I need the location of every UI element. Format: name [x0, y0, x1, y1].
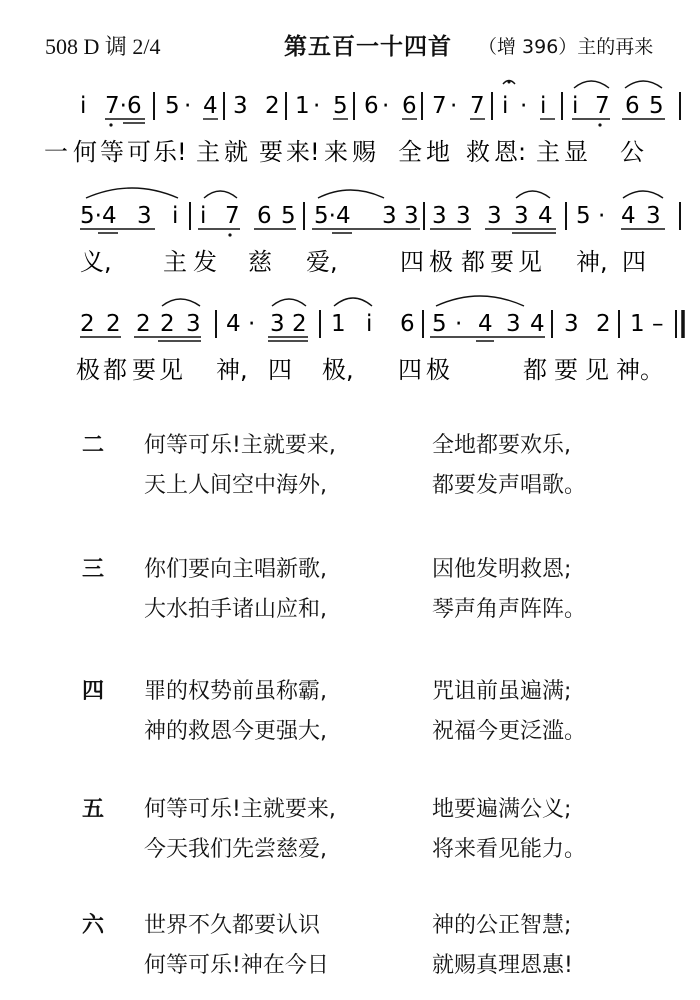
tie-slur [272, 299, 306, 306]
note: 3 [432, 203, 447, 229]
verse-line: 咒诅前虽遍满; [432, 679, 572, 704]
tie-slur [436, 296, 524, 306]
lyric: 神, [576, 248, 608, 276]
note: 5·4 [80, 203, 117, 229]
note: 2 [136, 311, 151, 337]
note: 5 [432, 311, 447, 337]
lyric: 来 [324, 138, 348, 166]
note: 3 [233, 93, 248, 119]
lyric: 何 [73, 138, 97, 166]
note: i [80, 93, 87, 119]
lyric: 四 [400, 248, 424, 276]
notes [80, 203, 661, 229]
lyric: 要 [132, 356, 156, 384]
note: 4 [203, 93, 218, 119]
note: 7 [595, 93, 610, 119]
note: i [366, 311, 373, 337]
lyric: 显 [564, 138, 588, 166]
note: 4 [621, 203, 636, 229]
verse-line: 何等可乐!主就要来, [144, 797, 336, 822]
note: · [450, 93, 458, 119]
ties [503, 81, 662, 89]
ties [162, 296, 524, 306]
verse-4 [0, 674, 700, 764]
note: 6 [364, 93, 379, 119]
tie-slur [625, 81, 662, 88]
fermata-dot [508, 81, 511, 84]
note: 7 [225, 203, 240, 229]
verse-line: 全地都要欢乐, [432, 433, 571, 458]
verse-line: 何等可乐!主就要来, [144, 433, 336, 458]
lyric: 神。 [616, 356, 664, 384]
note: 3 [564, 311, 579, 337]
verse-2 [0, 428, 700, 518]
tie-slur [516, 191, 550, 198]
verse-6 [0, 908, 700, 998]
verse-number: 六 [82, 913, 105, 938]
note: 5 [649, 93, 664, 119]
note: 7 [432, 93, 447, 119]
note: · [455, 311, 463, 337]
lyric: 四 [622, 248, 646, 276]
note: · [248, 311, 256, 337]
lyric: 义, [80, 248, 112, 276]
tie-slur [204, 191, 237, 198]
note: 3 [456, 203, 471, 229]
note: 2 [80, 311, 95, 337]
note: 3 [514, 203, 529, 229]
lyric: 地 [426, 138, 450, 166]
note: 6 [257, 203, 272, 229]
lyric: 主 [536, 138, 560, 166]
underlines [105, 119, 665, 123]
note: · [184, 93, 192, 119]
lyric: 就 [224, 138, 248, 166]
note: · [598, 203, 606, 229]
lyric: 来! [286, 138, 320, 166]
tie-slur [86, 188, 178, 198]
hymn-subtitle: （增 396）主的再来 [478, 36, 654, 58]
verse-line: 琴声角声阵阵。 [432, 597, 587, 622]
verse-line: 你们要向主唱新歌, [144, 557, 327, 582]
note: 2 [106, 311, 121, 337]
verse-line: 地要遍满公义; [432, 797, 572, 822]
note: 1 [331, 311, 346, 337]
verse-number: 四 [82, 679, 105, 704]
hymn-title: 第五百一十四首 [284, 34, 452, 60]
verse-line: 神的公正智慧; [432, 913, 572, 938]
lyric: 恩: [494, 138, 527, 166]
note: 6 [402, 93, 417, 119]
lyric: 都 [103, 356, 127, 384]
note: 6 [625, 93, 640, 119]
note: 2 [160, 311, 175, 337]
underlines [80, 337, 545, 341]
note: 3 [506, 311, 521, 337]
note: 1 [295, 93, 310, 119]
lyric: 要 [259, 138, 283, 166]
lyric: 极 [426, 356, 450, 384]
note: · [313, 93, 321, 119]
barlines [216, 310, 683, 338]
lyric: 爱, [306, 248, 338, 276]
verse-number: 二 [82, 433, 105, 458]
verse-line: 就赐真理恩惠! [432, 953, 573, 978]
tie-slur [318, 190, 384, 198]
note: 2 [292, 311, 307, 337]
verse-line: 将来看见能力。 [432, 837, 587, 862]
note: i [172, 203, 179, 229]
verse-5 [0, 792, 700, 882]
lyric: 一 [44, 138, 68, 166]
underlines [80, 229, 665, 233]
lyric: 极 [76, 356, 100, 384]
lyric: 赐 [352, 138, 376, 166]
note: · [382, 93, 390, 119]
note: 7·6 [105, 93, 142, 119]
note: 7 [470, 93, 485, 119]
note: 4 [478, 311, 493, 337]
lyric: 发 [193, 248, 217, 276]
verse-number: 五 [82, 797, 105, 822]
note: i [572, 93, 579, 119]
note: 6 [400, 311, 415, 337]
lyric: 都 [523, 356, 547, 384]
verse-line: 何等可乐!神在今日 [144, 953, 329, 978]
notes [80, 93, 664, 119]
note: i [540, 93, 547, 119]
verse-line: 罪的权势前虽称霸, [144, 679, 327, 704]
lyric: 公 [620, 138, 644, 166]
note: 3 [382, 203, 397, 229]
note: 5 [333, 93, 348, 119]
verse-line: 都要发声唱歌。 [432, 473, 587, 498]
lyric: 要 [554, 356, 578, 384]
tie-slur [574, 81, 609, 88]
note: 5·4 [314, 203, 351, 229]
verse-line: 天上人间空中海外, [144, 473, 327, 498]
lyric: 等 [100, 138, 124, 166]
octave-dots [228, 233, 231, 236]
note: 4 [538, 203, 553, 229]
lyric: 要 [490, 248, 514, 276]
tie-slur [334, 298, 372, 306]
note: 3 [487, 203, 502, 229]
note: 5 [281, 203, 296, 229]
note: i [502, 93, 509, 119]
lyrics [80, 248, 646, 276]
verse-line: 世界不久都要认识 [144, 913, 321, 938]
octave-dot [109, 123, 112, 126]
verse-3 [0, 552, 700, 642]
note: 3 [404, 203, 419, 229]
octave-dot [228, 233, 231, 236]
note: 1 [630, 311, 645, 337]
note: 2 [265, 93, 280, 119]
note: · [520, 93, 528, 119]
verse-line: 今天我们先尝慈爱, [144, 837, 327, 862]
lyrics [76, 356, 664, 384]
lyric: 四 [268, 356, 292, 384]
tie-slur [162, 299, 200, 306]
note: 2 [596, 311, 611, 337]
lyric: 极, [322, 356, 354, 384]
lyric: 极 [429, 248, 453, 276]
verse-line: 大水拍手诸山应和, [144, 597, 327, 622]
lyric: 见 [585, 356, 609, 384]
note: 3 [646, 203, 661, 229]
tie-slur [623, 191, 663, 198]
hymn-key-time: 508 D 调 2/4 [45, 34, 161, 59]
lyric: 救 [466, 138, 490, 166]
note: 3 [137, 203, 152, 229]
lyric: 四 [398, 356, 422, 384]
lyric: 可 [127, 138, 151, 166]
note: i [200, 203, 207, 229]
note: 5 [576, 203, 591, 229]
verse-line: 因他发明救恩; [432, 557, 572, 582]
lyric: 见 [159, 356, 183, 384]
notes [80, 311, 664, 337]
lyric: 神, [216, 356, 248, 384]
lyric: 乐! [153, 138, 187, 166]
octave-dots [109, 123, 601, 126]
note: 3 [186, 311, 201, 337]
lyric: 主 [163, 248, 187, 276]
lyrics [44, 138, 644, 166]
lyric: 见 [518, 248, 542, 276]
lyric: 全 [398, 138, 422, 166]
verse-line: 祝福今更泛滥。 [432, 719, 587, 744]
lyric: 都 [461, 248, 485, 276]
ties [86, 188, 663, 198]
lyric: 主 [196, 138, 220, 166]
note: 4 [530, 311, 545, 337]
lyric: 慈 [248, 248, 272, 276]
octave-dot [598, 123, 601, 126]
note: – [652, 311, 664, 337]
note: 3 [270, 311, 285, 337]
note: 4 [226, 311, 241, 337]
note: 5 [165, 93, 180, 119]
verse-number: 三 [82, 557, 105, 582]
verse-line: 神的救恩今更强大, [144, 719, 327, 744]
music-line-3 [0, 298, 700, 438]
